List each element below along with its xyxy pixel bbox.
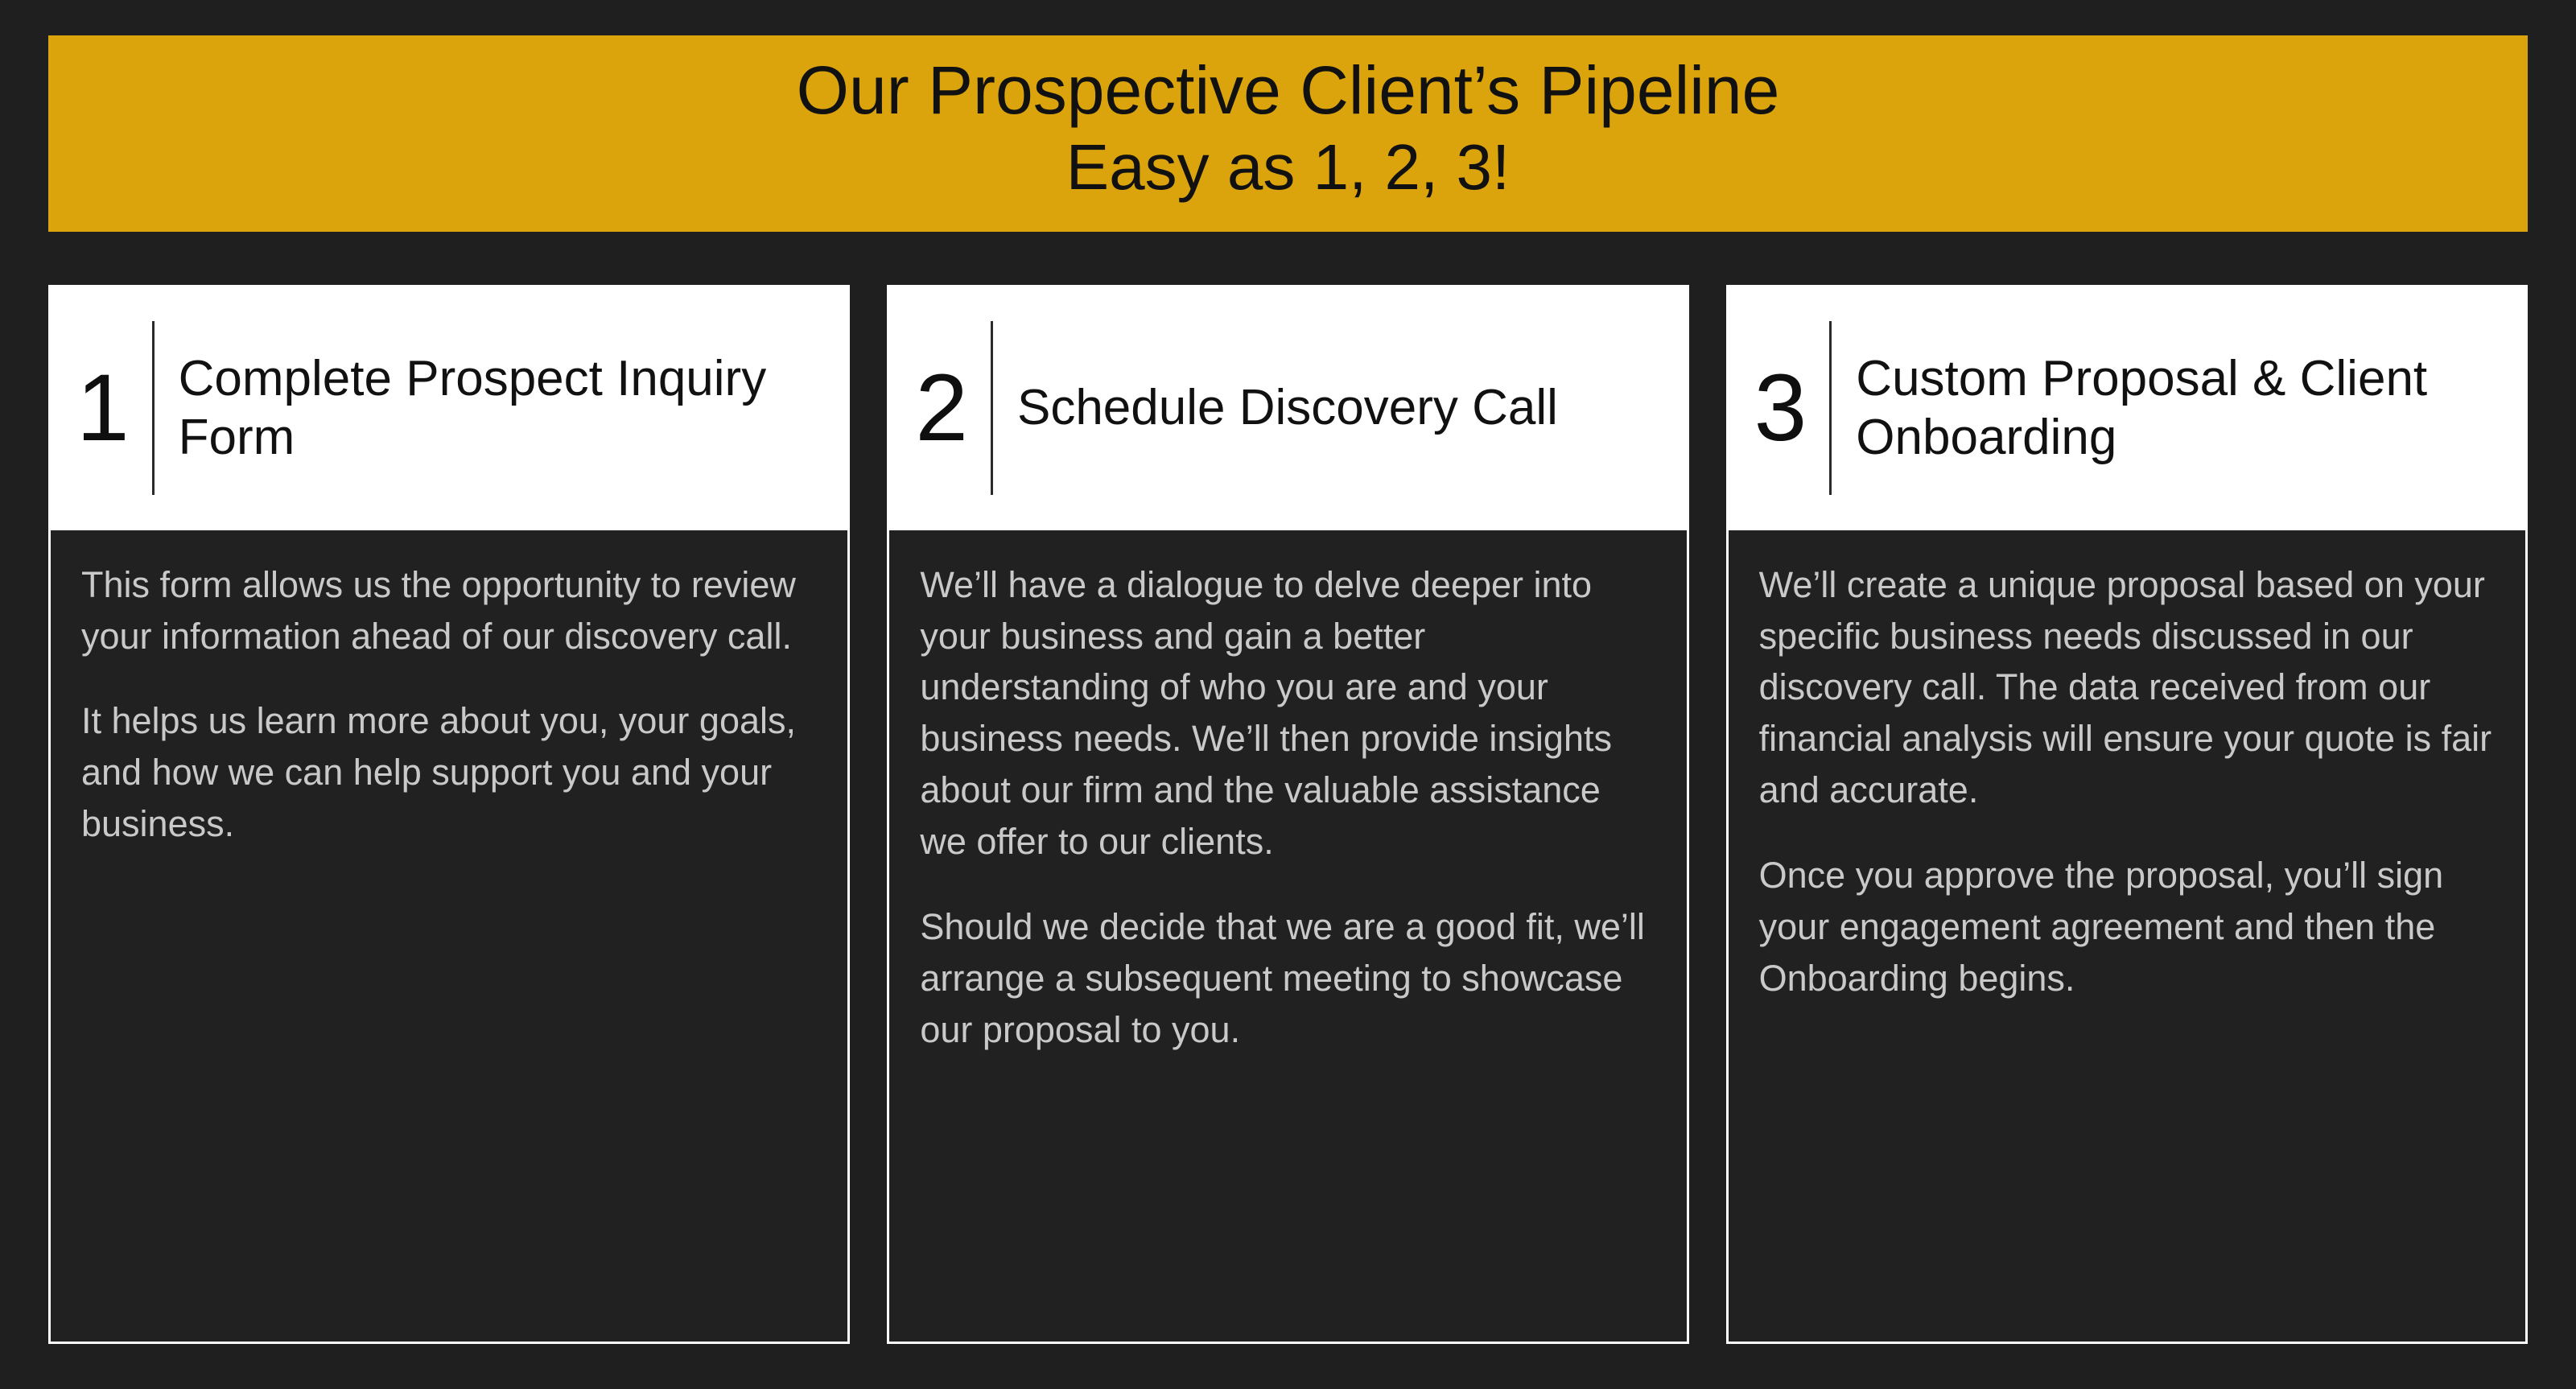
step-card-3 xyxy=(1726,285,2528,1344)
step-paragraph: Once you approve the proposal, you’ll sign your engagement agreement and then the Onboarding begins. xyxy=(1758,855,2444,999)
step-number-1: 1 xyxy=(76,354,130,461)
step-title-1: Complete Prospect Inquiry Form xyxy=(178,350,767,465)
step-paragraph: This form allows us the opportunity to review your information ahead of our discovery call. xyxy=(81,563,796,657)
steps-row xyxy=(48,285,2528,1344)
step-body-2 xyxy=(889,530,1686,1342)
step-header-1 xyxy=(51,287,847,530)
step-title-2: Schedule Discovery Call xyxy=(1016,380,1558,436)
step-paragraph: Should we decide that we are a good fit, we’ll arrange a subsequent meeting to showcase our proposal to you. xyxy=(920,906,1645,1050)
step-title-3: Custom Proposal & Client Onboarding xyxy=(1856,350,2428,465)
step-number-3: 3 xyxy=(1754,354,1807,461)
step-header-3 xyxy=(1729,287,2525,530)
step-number-2: 2 xyxy=(915,354,968,461)
slide-title: Our Prospective Client’s Pipeline xyxy=(796,52,1780,128)
step-body-3 xyxy=(1729,530,2525,1342)
step-paragraph: It helps us learn more about you, your goals, and how we can help support you and your business. xyxy=(81,700,797,845)
step-card-2 xyxy=(887,285,1688,1344)
slide-subtitle: Easy as 1, 2, 3! xyxy=(1065,130,1511,203)
step-paragraph: We’ll create a unique proposal based on your specific business needs discussed in our discovery call. The data received from our financial analysis will ensure your quote is fair and accurate. xyxy=(1758,563,2492,811)
header-banner xyxy=(48,35,2528,232)
step-body-1 xyxy=(51,530,847,1342)
step-header-2 xyxy=(889,287,1686,530)
step-card-1 xyxy=(48,285,850,1344)
step-paragraph: We’ll have a dialogue to delve deeper into your business and gain a better understanding of who you are and your business needs. We’ll then provide insights about our firm and the valuable assistance we offer to our clients. xyxy=(920,563,1612,863)
